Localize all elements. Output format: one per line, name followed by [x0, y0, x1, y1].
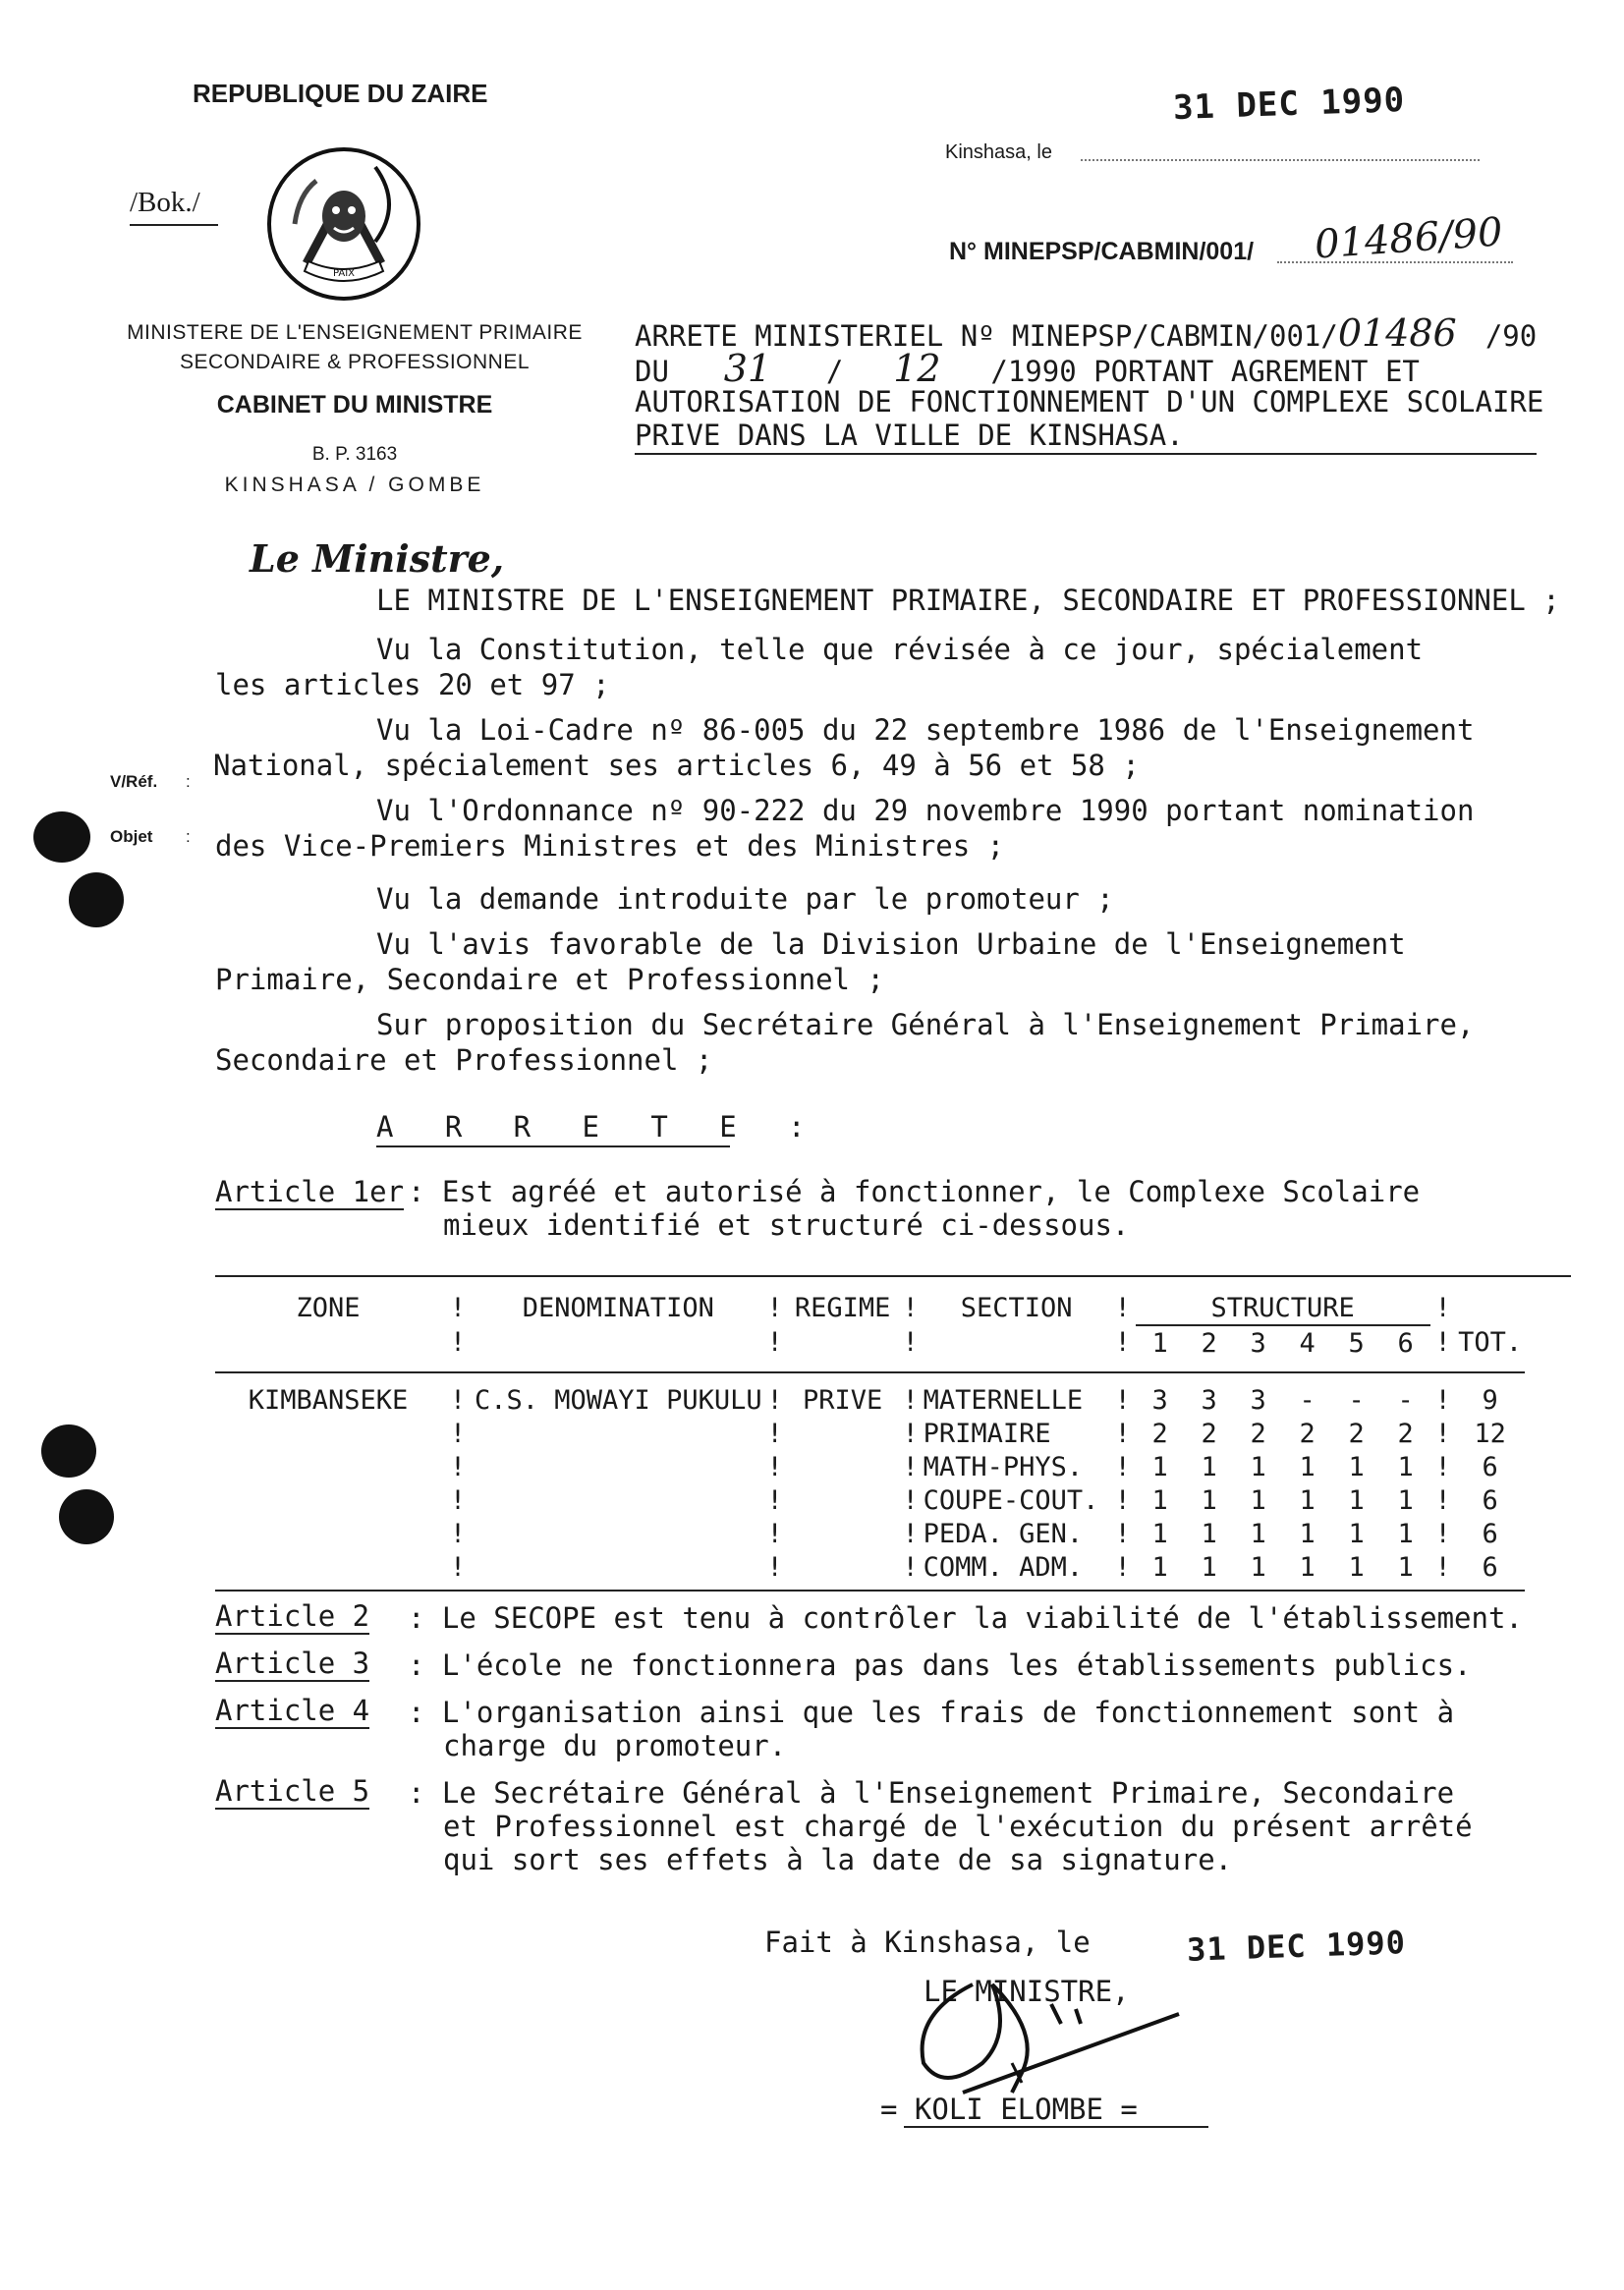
header-year-1: 1: [1136, 1325, 1185, 1360]
preamble-loi-cadre-cont: National, spécialement ses articles 6, 49 à 56 et 58 ;: [213, 749, 1140, 782]
cell-year-4: 1: [1299, 1484, 1316, 1516]
cell-year-5: 1: [1348, 1518, 1365, 1549]
preamble-proposition-cont: Secondaire et Professionnel ;: [215, 1043, 713, 1077]
title-line-2: [635, 347, 1420, 390]
cell-year-5: 1: [1348, 1551, 1365, 1583]
title-date-separator: /: [825, 355, 844, 388]
cell-year-3: 1: [1250, 1484, 1266, 1516]
cell-year-2: 2: [1201, 1418, 1217, 1449]
preamble-demande: Vu la demande introduite par le promoteur ;: [376, 882, 1114, 916]
cell-year-1: 2: [1151, 1418, 1168, 1449]
reference-number-prefix: N° MINEPSP/CABMIN/001/: [949, 238, 1255, 265]
cell-year-4: 1: [1299, 1551, 1316, 1583]
signatory-title: LE MINISTRE,: [924, 1975, 1130, 2008]
cell-year-1: 1: [1151, 1551, 1168, 1583]
cell-year-6: 1: [1397, 1551, 1414, 1583]
cell-year-6: 1: [1397, 1518, 1414, 1549]
title-du: DU: [635, 355, 669, 388]
cell-year-1: 1: [1151, 1518, 1168, 1549]
article-5-label: Article 5: [215, 1774, 370, 1808]
emblem-motto: PAIX: [332, 268, 356, 279]
table-row: ! ! ! PRIMAIRE ! 2 2 2 2 2 2 ! 12: [215, 1417, 1525, 1450]
date-stamp: 31 DEC 1990: [1172, 80, 1406, 129]
title-line-1-prefix: ARRETE MINISTERIEL Nº MINEPSP/CABMIN/001/: [635, 319, 1338, 353]
article-4-text-cont: charge du promoteur.: [443, 1729, 787, 1762]
preamble-ordonnance: Vu l'Ordonnance nº 90-222 du 29 novembre 1990 portant nomination: [376, 794, 1475, 827]
cell-year-4: 1: [1299, 1518, 1316, 1549]
cell-section: MATERNELLE: [923, 1384, 1084, 1416]
cell-denomination: [475, 1483, 762, 1517]
cell-year-4: 2: [1299, 1418, 1316, 1449]
article-5-text-cont-2: qui sort ses effets à la date de sa signature.: [443, 1843, 1233, 1876]
punch-hole-mark: [33, 811, 90, 863]
cell-regime: [788, 1417, 898, 1450]
cell-section: PEDA. GEN.: [923, 1518, 1084, 1549]
arrete-heading: A R R E T E :: [376, 1110, 806, 1144]
header-year-4: 4: [1283, 1325, 1332, 1360]
cell-year-1: 1: [1151, 1484, 1168, 1516]
header-section: SECTION: [960, 1293, 1073, 1323]
article-2-text: : Le SECOPE est tenu à contrôler la viabilité de l'établissement.: [408, 1601, 1523, 1635]
header-total: TOT.: [1458, 1327, 1523, 1358]
vref-colon: :: [186, 772, 191, 791]
table-top-rule: [215, 1275, 1571, 1277]
cell-year-3: 3: [1250, 1384, 1266, 1416]
article-4-text: : L'organisation ainsi que les frais de fonctionnement sont à: [408, 1696, 1455, 1729]
cell-denomination: [475, 1417, 762, 1450]
cell-year-5: 1: [1348, 1451, 1365, 1482]
article-4-label: Article 4: [215, 1694, 370, 1727]
punch-hole-mark: [41, 1424, 96, 1478]
cell-zone: [215, 1450, 441, 1483]
cell-zone: [215, 1417, 441, 1450]
reference-code: /Bok./: [130, 187, 200, 218]
article-5-text-cont-1: et Professionnel est chargé de l'exécution du présent arrêté: [443, 1810, 1473, 1843]
cell-total: 9: [1482, 1384, 1498, 1416]
cell-section: MATH-PHYS.: [923, 1451, 1084, 1482]
preamble-ordonnance-cont: des Vice-Premiers Ministres et des Ministres ;: [215, 829, 1005, 863]
city-line: KINSHASA / GOMBE: [224, 474, 485, 496]
preamble-avis: Vu l'avis favorable de la Division Urbaine de l'Enseignement: [376, 927, 1406, 961]
ministry-line-1: MINISTERE DE L'ENSEIGNEMENT PRIMAIRE: [127, 321, 583, 344]
cell-year-5: 1: [1348, 1484, 1365, 1516]
cell-year-4: 1: [1299, 1451, 1316, 1482]
cell-zone: KIMBANSEKE: [248, 1384, 409, 1416]
table-row: KIMBANSEKE ! C.S. MOWAYI PUKULU ! PRIVE ! MATERNELLE ! 3 3 3 - - - ! 9: [215, 1383, 1525, 1417]
header-year-6: 6: [1381, 1325, 1430, 1360]
place-label: Kinshasa, le: [945, 141, 1052, 163]
cell-year-6: 1: [1397, 1451, 1414, 1482]
cell-year-2: 3: [1201, 1384, 1217, 1416]
article-3-label: Article 3: [215, 1647, 370, 1680]
cell-regime: [788, 1450, 898, 1483]
header-year-3: 3: [1234, 1325, 1283, 1360]
header-structure: STRUCTURE: [1210, 1292, 1355, 1323]
vref-label: V/Réf.: [110, 772, 158, 791]
table-row: ! ! ! COMM. ADM. ! 1 1 1 1 1 1 ! 6: [215, 1550, 1525, 1584]
handwritten-day: 31: [723, 347, 772, 390]
cell-year-2: 1: [1201, 1551, 1217, 1583]
cell-denomination: [475, 1517, 762, 1550]
preamble-minister-title: LE MINISTRE DE L'ENSEIGNEMENT PRIMAIRE, SECONDAIRE ET PROFESSIONNEL ;: [376, 584, 1560, 617]
article-1-label: Article 1er: [215, 1175, 405, 1208]
table-subheader-row: ! ! ! ! 1 2 3 4 5 6 ! TOT.: [215, 1325, 1525, 1360]
cell-section: COMM. ADM.: [923, 1551, 1084, 1583]
cell-zone: [215, 1483, 441, 1517]
cell-regime: PRIVE: [802, 1384, 883, 1416]
cabinet-heading: CABINET DU MINISTRE: [216, 391, 493, 419]
cell-year-2: 1: [1201, 1451, 1217, 1482]
cell-total: 6: [1482, 1518, 1498, 1549]
cell-denomination: [475, 1450, 762, 1483]
preamble-constitution: Vu la Constitution, telle que révisée à ce jour, spécialement: [376, 633, 1424, 666]
article-5-text: : Le Secrétaire Général à l'Enseignement Primaire, Secondaire: [408, 1776, 1455, 1810]
table-row: ! ! ! COUPE-COUT. ! 1 1 1 1 1 1 ! 6: [215, 1483, 1525, 1517]
article-1-text: : Est agréé et autorisé à fonctionner, le Complexe Scolaire: [408, 1175, 1421, 1208]
header-year-2: 2: [1185, 1325, 1234, 1360]
article-1-text-cont: mieux identifié et structuré ci-dessous.: [443, 1208, 1130, 1242]
objet-colon: :: [186, 827, 191, 846]
cell-year-2: 1: [1201, 1518, 1217, 1549]
coat-of-arms-emblem-icon: [265, 145, 422, 303]
signature-date-stamp: 31 DEC 1990: [1186, 1924, 1407, 1969]
cell-year-3: 2: [1250, 1418, 1266, 1449]
cell-regime: [788, 1550, 898, 1584]
cell-total: 6: [1482, 1484, 1498, 1516]
cell-regime: [788, 1483, 898, 1517]
cell-year-3: 1: [1250, 1551, 1266, 1583]
preamble-avis-cont: Primaire, Secondaire et Professionnel ;: [215, 963, 884, 996]
ministry-line-2: SECONDAIRE & PROFESSIONNEL: [179, 351, 531, 373]
cell-year-1: 1: [1151, 1451, 1168, 1482]
cell-year-4: -: [1299, 1384, 1316, 1416]
cell-year-2: 1: [1201, 1484, 1217, 1516]
cell-denomination: C.S. MOWAYI PUKULU: [475, 1384, 762, 1416]
structure-table: [215, 1291, 1571, 1592]
cell-year-6: 1: [1397, 1484, 1414, 1516]
table-row: ! ! ! PEDA. GEN. ! 1 1 1 1 1 1 ! 6: [215, 1517, 1525, 1550]
fait-a-kinshasa: Fait à Kinshasa, le: [764, 1926, 1091, 1959]
cell-regime: [788, 1517, 898, 1550]
republic-heading: REPUBLIQUE DU ZAIRE: [193, 79, 488, 108]
cell-section: COUPE-COUT.: [923, 1484, 1099, 1516]
title-line-2-suffix: /1990 PORTANT AGREMENT ET: [990, 355, 1420, 388]
postal-box: B. P. 3163: [311, 444, 398, 465]
reference-underline: [130, 224, 218, 226]
article-2-label: Article 2: [215, 1599, 370, 1633]
cell-total: 6: [1482, 1451, 1498, 1482]
cell-zone: [215, 1517, 441, 1550]
structure-table-grid: [215, 1291, 1525, 1592]
arrete-underline: [376, 1145, 730, 1147]
cell-section: PRIMAIRE: [923, 1418, 1051, 1449]
punch-hole-mark: [59, 1489, 114, 1544]
cell-zone: [215, 1550, 441, 1584]
handwritten-month: 12: [893, 347, 941, 390]
le-ministre-heading: Le Ministre,: [250, 536, 505, 581]
preamble-constitution-cont: les articles 20 et 97 ;: [215, 668, 610, 701]
header-denomination: DENOMINATION: [522, 1293, 714, 1323]
preamble-loi-cadre: Vu la Loi-Cadre nº 86-005 du 22 septembre 1986 de l'Enseignement: [376, 713, 1475, 747]
title-line-1-suffix: /90: [1484, 319, 1538, 353]
header-zone: ZONE: [296, 1293, 361, 1323]
signatory-name-underline: [904, 2126, 1208, 2128]
article-3-text: : L'école ne fonctionnera pas dans les établissements publics.: [408, 1648, 1472, 1682]
cell-total: 6: [1482, 1551, 1498, 1583]
table-header-row: ZONE ! DENOMINATION ! REGIME ! SECTION ! STRUCTURE !: [215, 1291, 1525, 1325]
cell-year-1: 3: [1151, 1384, 1168, 1416]
punch-hole-mark: [69, 872, 124, 927]
header-year-5: 5: [1332, 1325, 1381, 1360]
cell-year-5: -: [1348, 1384, 1365, 1416]
cell-year-6: 2: [1397, 1418, 1414, 1449]
handwritten-signature: [904, 1955, 1199, 2102]
handwritten-decree-number: 01486: [1337, 311, 1457, 355]
title-underline: [635, 453, 1537, 455]
date-dotted-line: [1081, 159, 1480, 161]
cell-denomination: [475, 1550, 762, 1584]
preamble-proposition: Sur proposition du Secrétaire Général à l'Enseignement Primaire,: [376, 1008, 1475, 1041]
title-line-3: AUTORISATION DE FONCTIONNEMENT D'UN COMPLEXE SCOLAIRE: [635, 385, 1544, 419]
cell-year-3: 1: [1250, 1518, 1266, 1549]
cell-year-5: 2: [1348, 1418, 1365, 1449]
cell-year-3: 1: [1250, 1451, 1266, 1482]
objet-label: Objet: [110, 827, 153, 846]
cell-total: 12: [1474, 1418, 1506, 1449]
handwritten-reference-number: 01486/90: [1313, 209, 1504, 268]
header-regime: REGIME: [794, 1293, 891, 1323]
title-line-4: PRIVE DANS LA VILLE DE KINSHASA.: [635, 419, 1184, 452]
cell-year-6: -: [1397, 1384, 1414, 1416]
signatory-name: = KOLI ELOMBE =: [880, 2093, 1138, 2126]
table-row: ! ! ! MATH-PHYS. ! 1 1 1 1 1 1 ! 6: [215, 1450, 1525, 1483]
